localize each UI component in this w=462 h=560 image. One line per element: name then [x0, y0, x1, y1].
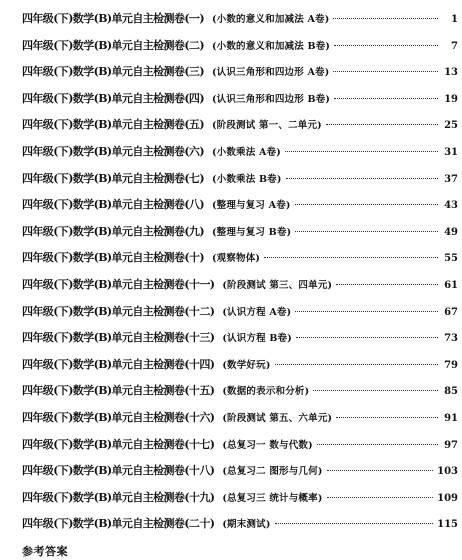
toc-entry-subtitle: (整理与复习 A卷) — [211, 200, 291, 212]
toc-entry-12[interactable] — [22, 299, 458, 326]
dot-leader — [334, 98, 438, 99]
toc-entry-title: 四年级(下)数学(B)单元自主检测卷(十八) — [22, 464, 215, 478]
toc-entry-title: 四年级(下)数学(B)单元自主检测卷(六) — [22, 144, 204, 158]
dot-leader — [334, 45, 438, 46]
toc-entry-page: 43 — [444, 200, 458, 212]
toc-entry-7[interactable] — [22, 166, 458, 193]
toc-entry-page: 31 — [444, 146, 458, 158]
dot-leader — [295, 311, 438, 312]
toc-entry-title: 四年级(下)数学(B)单元自主检测卷(三) — [22, 65, 204, 79]
toc-entry-page: 19 — [444, 93, 458, 105]
toc-entry-title: 四年级(下)数学(B)单元自主检测卷(十) — [22, 251, 204, 265]
toc-entry-11[interactable] — [22, 272, 458, 299]
toc-entry-title: 四年级(下)数学(B)单元自主检测卷(八) — [22, 198, 204, 212]
toc-entry-page: 103 — [437, 466, 458, 478]
toc-entry-9[interactable] — [22, 219, 458, 246]
toc-entry-page: 37 — [444, 173, 458, 185]
toc-entry-17[interactable] — [22, 432, 458, 459]
toc-entry-subtitle: (数学好玩) — [222, 359, 271, 371]
toc-entry-title: 四年级(下)数学(B)单元自主检测卷(十九) — [22, 490, 215, 504]
answers-heading[interactable]: 参考答案 — [22, 545, 68, 558]
toc-entry-subtitle: (小数乘法 A卷) — [211, 146, 281, 158]
toc-entry-4[interactable] — [22, 86, 458, 113]
toc-entry-subtitle: (小数的意义和加减法 B卷) — [211, 40, 331, 52]
dot-leader — [317, 444, 438, 445]
toc-entry-page: 109 — [437, 492, 458, 504]
toc-entry-15[interactable] — [22, 378, 458, 405]
dot-leader — [327, 497, 434, 498]
toc-entry-page: 73 — [444, 333, 458, 345]
toc-entry-subtitle: (小数乘法 B卷) — [211, 173, 282, 185]
dot-leader — [264, 257, 438, 258]
toc-entry-page: 61 — [444, 279, 458, 291]
toc-entry-title: 四年级(下)数学(B)单元自主检测卷(二) — [22, 38, 204, 52]
toc-entry-subtitle: (总复习三 统计与概率) — [222, 492, 323, 504]
toc-entry-title: 四年级(下)数学(B)单元自主检测卷(十二) — [22, 304, 215, 318]
dot-leader — [333, 71, 438, 72]
toc-entry-title: 四年级(下)数学(B)单元自主检测卷(四) — [22, 91, 204, 105]
toc-entry-page: 91 — [444, 412, 458, 424]
toc-entry-6[interactable] — [22, 139, 458, 166]
dot-leader — [327, 470, 434, 471]
toc-entry-subtitle: (小数的意义和加减法 A卷) — [211, 14, 330, 25]
table-of-contents — [22, 6, 458, 538]
toc-entry-subtitle: (认识方程 A卷) — [222, 306, 292, 318]
toc-entry-1[interactable] — [22, 6, 458, 33]
dot-leader — [333, 18, 438, 19]
toc-entry-13[interactable] — [22, 325, 458, 352]
dot-leader — [275, 523, 434, 524]
toc-entry-page: 55 — [444, 253, 458, 265]
toc-entry-subtitle: (数据的表示和分析) — [222, 386, 310, 398]
dot-leader — [326, 124, 438, 125]
toc-entry-subtitle: (认识三角形和四边形 B卷) — [211, 93, 331, 105]
toc-entry-18[interactable] — [22, 458, 458, 485]
toc-entry-page: 67 — [444, 306, 458, 318]
toc-entry-19[interactable] — [22, 485, 458, 512]
toc-entry-subtitle: (阶段测试 第三、四单元) — [222, 279, 333, 291]
toc-entry-subtitle: (总复习二 图形与几何) — [222, 466, 323, 478]
dot-leader — [285, 151, 438, 152]
dot-leader — [286, 178, 438, 179]
toc-entry-page: 1 — [451, 14, 458, 25]
toc-entry-title: 四年级(下)数学(B)单元自主检测卷(十五) — [22, 384, 215, 398]
toc-entry-title: 四年级(下)数学(B)单元自主检测卷(九) — [22, 224, 204, 238]
toc-entry-title: 四年级(下)数学(B)单元自主检测卷(十三) — [22, 331, 215, 345]
toc-entry-title: 四年级(下)数学(B)单元自主检测卷(七) — [22, 171, 204, 185]
dot-leader — [296, 337, 438, 338]
toc-entry-5[interactable] — [22, 112, 458, 139]
toc-entry-subtitle: (总复习一 数与代数) — [222, 439, 313, 451]
toc-entry-3[interactable] — [22, 59, 458, 86]
dot-leader — [336, 284, 438, 285]
toc-entry-title: 四年级(下)数学(B)单元自主检测卷(十六) — [22, 410, 215, 424]
dot-leader — [313, 390, 438, 391]
toc-entry-10[interactable] — [22, 245, 458, 272]
toc-entry-subtitle: (观察物体) — [211, 253, 261, 265]
toc-entry-title: 四年级(下)数学(B)单元自主检测卷(五) — [22, 118, 204, 132]
dot-leader — [295, 204, 438, 205]
toc-entry-page: 79 — [444, 359, 458, 371]
toc-entry-subtitle: (整理与复习 B卷) — [211, 226, 292, 238]
toc-entry-subtitle: (阶段测试 第五、六单元) — [222, 412, 333, 424]
toc-entry-subtitle: (认识方程 B卷) — [222, 333, 292, 345]
toc-entry-subtitle: (期末测试) — [222, 519, 271, 531]
toc-entry-page: 13 — [444, 67, 458, 79]
toc-entry-20[interactable] — [22, 511, 458, 538]
toc-entry-page: 25 — [444, 120, 458, 132]
toc-entry-title: 四年级(下)数学(B)单元自主检测卷(十七) — [22, 437, 215, 451]
toc-entry-page: 7 — [451, 40, 458, 52]
toc-entry-page: 97 — [444, 439, 458, 451]
toc-entry-8[interactable] — [22, 192, 458, 219]
dot-leader — [275, 364, 438, 365]
dot-leader — [336, 417, 438, 418]
toc-entry-2[interactable] — [22, 33, 458, 60]
toc-entry-subtitle: (阶段测试 第一、二单元) — [211, 120, 322, 132]
toc-entry-page: 115 — [437, 519, 458, 531]
toc-entry-page: 85 — [444, 386, 458, 398]
toc-entry-title: 四年级(下)数学(B)单元自主检测卷(十四) — [22, 357, 215, 371]
toc-entry-16[interactable] — [22, 405, 458, 432]
toc-entry-subtitle: (认识三角形和四边形 A卷) — [211, 67, 330, 79]
dot-leader — [295, 231, 438, 232]
toc-entry-title: 四年级(下)数学(B)单元自主检测卷(二十) — [22, 517, 215, 531]
toc-entry-page: 49 — [444, 226, 458, 238]
toc-entry-title: 四年级(下)数学(B)单元自主检测卷(十一) — [22, 277, 215, 291]
toc-entry-14[interactable] — [22, 352, 458, 379]
toc-entry-title: 四年级(下)数学(B)单元自主检测卷(一) — [22, 12, 204, 25]
